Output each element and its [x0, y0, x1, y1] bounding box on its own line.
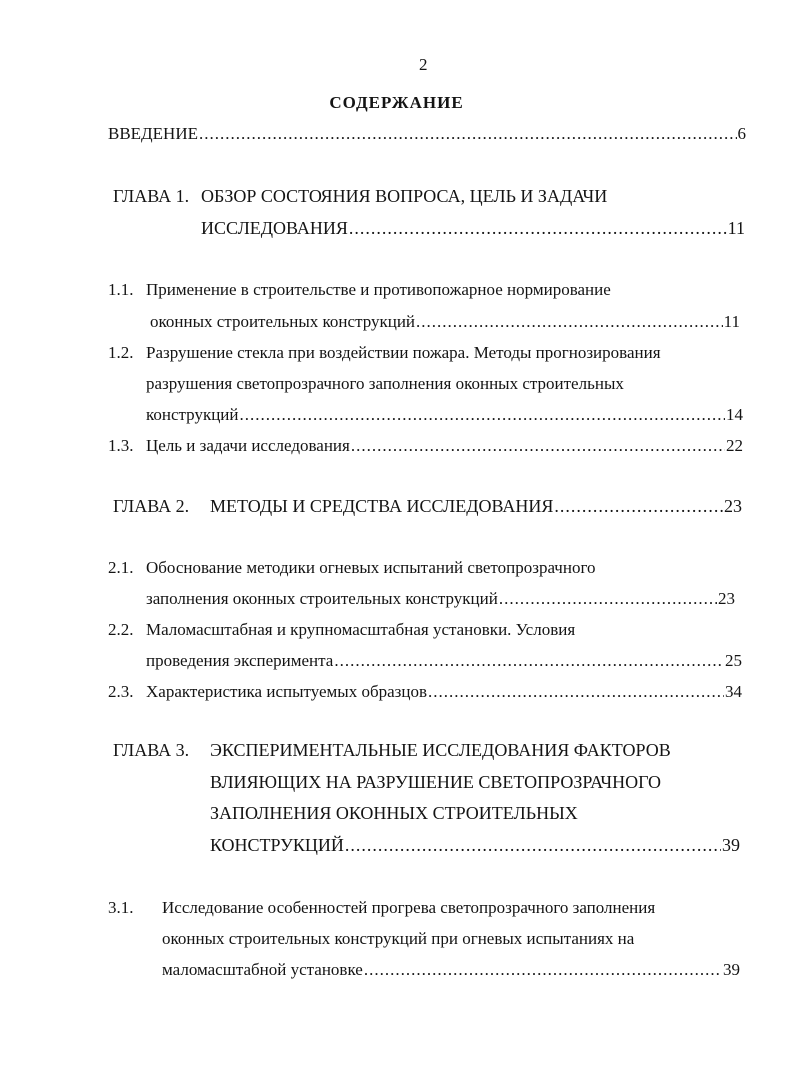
toc-page-number: 11 [727, 218, 745, 238]
toc-page-number: 6 [737, 124, 746, 143]
section-2-1-number: 2.1. [108, 558, 134, 577]
dot-leader [364, 960, 722, 980]
toc-page-number: 23 [724, 496, 742, 516]
section-2-1-title-line2: заполнения оконных строительных конструкций [146, 589, 498, 608]
chapter-2-title: МЕТОДЫ И СРЕДСТВА ИССЛЕДОВАНИЯ [210, 496, 554, 516]
dot-leader [428, 682, 724, 702]
section-1-1-number: 1.1. [108, 280, 134, 299]
dot-leader [499, 589, 717, 609]
toc-page-number: 11 [723, 312, 740, 331]
section-3-1-title-line1: Исследование особенностей прогрева светопрозрачного заполнения [162, 898, 656, 917]
section-1-2-title-line2: разрушения светопрозрачного заполнения оконных строительных [146, 374, 624, 393]
chapter-3-title-line3: ЗАПОЛНЕНИЯ ОКОННЫХ СТРОИТЕЛЬНЫХ [210, 803, 578, 823]
section-2-2-title-line1: Маломасштабная и крупномасштабная установки. Условия [146, 620, 576, 639]
section-1-2-title-line1: Разрушение стекла при воздействии пожара. Методы прогнозирования [146, 343, 661, 362]
dot-leader [416, 312, 723, 332]
toc-entry-chapter-3[interactable] [210, 835, 740, 855]
toc-page-number: 39 [723, 960, 740, 979]
toc-entry-section-1-2[interactable] [146, 405, 743, 425]
toc-entry-chapter-1[interactable] [201, 218, 745, 238]
toc-entry-section-2-1[interactable] [146, 589, 735, 609]
section-1-3-title: Цель и задачи исследования [146, 436, 350, 455]
toc-page-number: 39 [722, 835, 740, 855]
section-1-3-number: 1.3. [108, 436, 134, 455]
toc-page-number: 14 [726, 405, 743, 424]
dot-leader [554, 496, 723, 516]
toc-entry-introduction[interactable] [108, 124, 746, 144]
section-1-2-number: 1.2. [108, 343, 134, 362]
toc-entry-section-2-2[interactable] [146, 651, 742, 671]
dot-leader [240, 405, 725, 425]
toc-page-number: 22 [726, 436, 743, 455]
chapter-3-title-line2: ВЛИЯЮЩИХ НА РАЗРУШЕНИЕ СВЕТОПРОЗРАЧНОГО [210, 772, 662, 792]
section-1-2-title-line3: конструкций [146, 405, 239, 424]
chapter-1-title-line2: ИССЛЕДОВАНИЯ [201, 218, 348, 238]
section-3-1-title-line2: оконных строительных конструкций при огневых испытаниях на [162, 929, 635, 948]
dot-leader [199, 124, 737, 144]
section-3-1-number: 3.1. [108, 898, 134, 917]
chapter-3-number: ГЛАВА 3. [113, 740, 190, 760]
section-2-2-number: 2.2. [108, 620, 134, 639]
chapter-3-title-line1: ЭКСПЕРИМЕНТАЛЬНЫЕ ИССЛЕДОВАНИЯ ФАКТОРОВ [210, 740, 671, 760]
toc-entry-section-1-3[interactable] [146, 436, 743, 456]
toc-entry-section-3-1[interactable] [162, 960, 740, 980]
dot-leader [334, 651, 724, 671]
section-2-3-title: Характеристика испытуемых образцов [146, 682, 427, 701]
toc-entry-section-1-1[interactable] [150, 312, 740, 332]
section-2-1-title-line1: Обоснование методики огневых испытаний светопрозрачного [146, 558, 596, 577]
section-2-3-number: 2.3. [108, 682, 134, 701]
chapter-3-title-line4: КОНСТРУКЦИЙ [210, 835, 344, 855]
toc-page-number: 23 [718, 589, 735, 608]
toc-entry-chapter-2[interactable] [210, 496, 742, 516]
toc-entry-section-2-3[interactable] [146, 682, 742, 702]
section-2-2-title-line2: проведения эксперимента [146, 651, 334, 670]
toc-entry-label: ВВЕДЕНИЕ [108, 124, 198, 143]
dot-leader [345, 835, 721, 855]
chapter-2-number: ГЛАВА 2. [113, 496, 190, 516]
toc-page-number: 34 [725, 682, 742, 701]
section-3-1-title-line3: маломасштабной установке [162, 960, 363, 979]
chapter-1-number: ГЛАВА 1. [113, 186, 190, 206]
page-number: 2 [419, 55, 428, 74]
dot-leader [351, 436, 725, 456]
page-title: СОДЕРЖАНИЕ [329, 93, 464, 112]
section-1-1-title-line2: оконных строительных конструкций [150, 312, 416, 331]
toc-page-number: 25 [725, 651, 742, 670]
dot-leader [349, 218, 727, 238]
chapter-1-title-line1: ОБЗОР СОСТОЯНИЯ ВОПРОСА, ЦЕЛЬ И ЗАДАЧИ [201, 186, 608, 206]
section-1-1-title-line1: Применение в строительстве и противопожарное нормирование [146, 280, 611, 299]
